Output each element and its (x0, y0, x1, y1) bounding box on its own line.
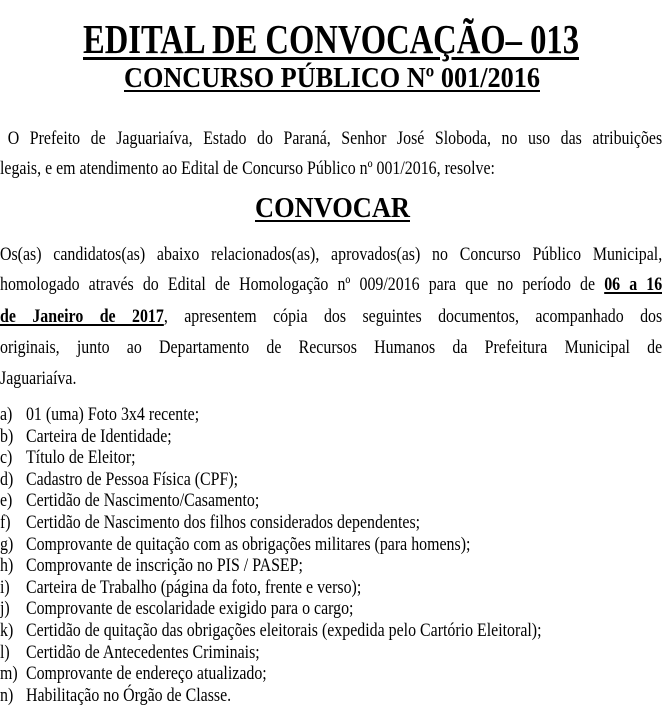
list-item-text: Certidão de Nascimento/Casamento; (25, 491, 260, 512)
list-item-text: Certidão de Nascimento dos filhos considerados dependentes; (25, 513, 421, 533)
list-item-label: a) (0, 405, 13, 425)
body-line-2-text: homologado através do Edital de Homologação nº 009/2016 para que no período de (0, 275, 605, 295)
body-line-3 (0, 308, 662, 327)
list-item-text: Certidão de Antecedentes Criminais; (25, 642, 260, 663)
list-item-label: j) (0, 599, 10, 620)
body-line-1: Os(as) candidatos(as) abaixo relacionados(as), aprovados(as) no Concurso Público Municipal, (0, 245, 662, 265)
list-item-label: e) (0, 491, 13, 512)
list-item-text: Título de Eleitor; (25, 448, 136, 469)
date-range-start: 06 a 16 (604, 275, 662, 295)
list-item-text: Comprovante de escolaridade exigido para o cargo; (25, 599, 354, 620)
body-line-3-text: , apresentem cópia dos seguintes documentos, acompanhado dos (163, 307, 662, 327)
list-item-label: f) (0, 513, 11, 533)
list-item-label: l) (0, 642, 10, 663)
list-item-text: Cadastro de Pessoa Física (CPF); (25, 469, 239, 490)
document-title: EDITAL DE CONVOCAÇÃO– 013 (83, 16, 579, 62)
list-item-label: c) (0, 448, 13, 469)
list-item-text: Carteira de Trabalho (página da foto, frente e verso); (25, 577, 362, 598)
section-heading-convocar: CONVOCAR (255, 193, 410, 224)
list-item-label: d) (0, 469, 14, 490)
list-item-label: k) (0, 621, 14, 641)
list-item-label: m) (0, 664, 18, 685)
list-item-label: h) (0, 556, 14, 577)
list-item-label: n) (0, 685, 14, 706)
intro-line-2: legais, e em atendimento ao Edital de Concurso Público nº 001/2016, resolve: (0, 159, 495, 179)
list-item-text: Habilitação no Órgão de Classe. (25, 685, 232, 706)
list-item-label: g) (0, 534, 14, 555)
list-item-label: b) (0, 426, 14, 447)
intro-line-1: O Prefeito de Jaguariaíva, Estado do Paraná, Senhor José Sloboda, no uso das atribuições (7, 129, 662, 149)
date-range-end: de Janeiro de 2017 (0, 307, 164, 327)
body-line-4: originais, junto ao Departamento de Recursos Humanos da Prefeitura Municipal de (0, 338, 662, 358)
list-item-text: Comprovante de inscrição no PIS / PASEP; (25, 556, 303, 577)
body-line-2 (0, 276, 662, 295)
list-item-text: Certidão de quitação das obrigações eleitorais (expedida pelo Cartório Eleitoral); (25, 621, 542, 641)
list-item-label: i) (0, 577, 10, 598)
list-item-text: 01 (uma) Foto 3x4 recente; (25, 405, 200, 425)
list-item-text: Comprovante de endereço atualizado; (25, 664, 267, 685)
body-line-5: Jaguariaíva. (0, 369, 77, 389)
list-item-text: Carteira de Identidade; (25, 426, 172, 447)
list-item-text: Comprovante de quitação com as obrigações militares (para homens); (25, 534, 471, 555)
document-subtitle: CONCURSO PÚBLICO Nº 001/2016 (124, 62, 540, 94)
